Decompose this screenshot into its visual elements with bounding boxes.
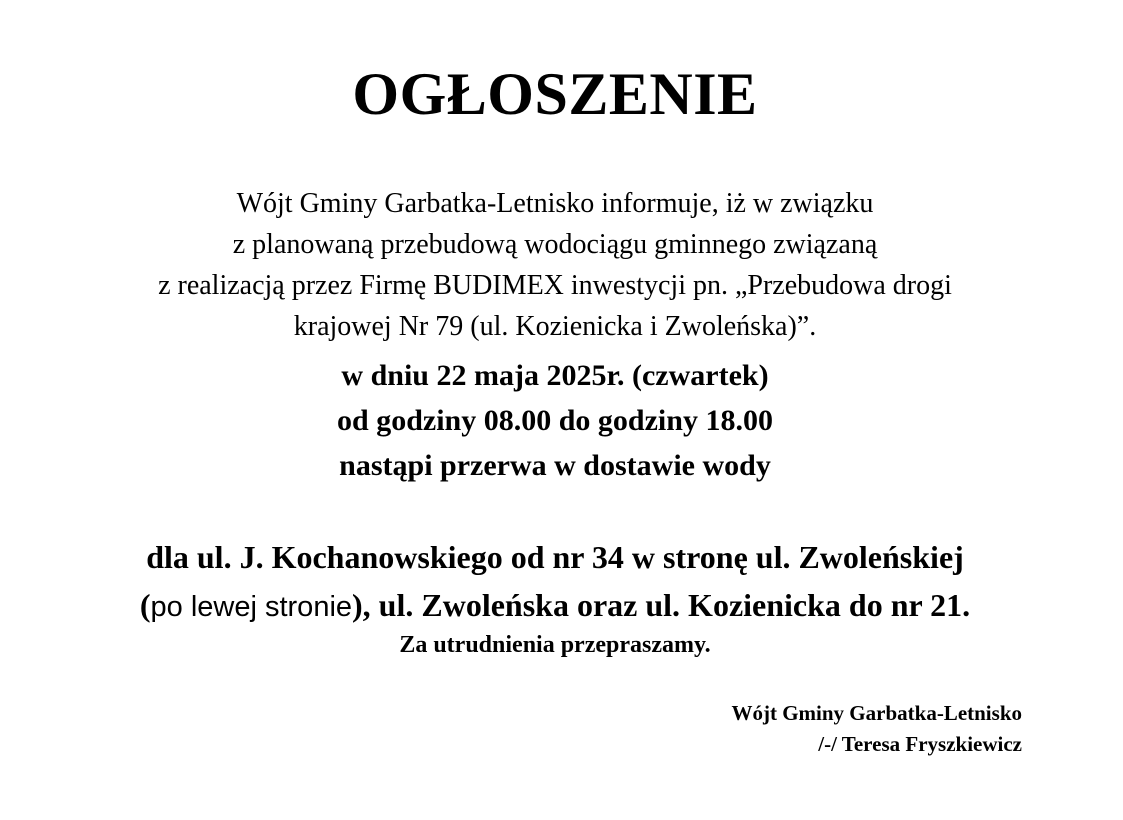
affected-streets xyxy=(0,533,1110,631)
streets-line: dla ul. J. Kochanowskiego od nr 34 w stronę ul. Zwoleńskiej xyxy=(146,539,964,575)
streets-line xyxy=(0,581,1110,631)
outage-hours: od godziny 08.00 do godziny 18.00 xyxy=(337,404,773,437)
intro-line: z realizacją przez Firmę BUDIMEX inwestycji pn. „Przebudowa drogi xyxy=(158,270,952,301)
outage-date: w dniu 22 maja 2025r. (czwartek) xyxy=(341,359,769,392)
intro-paragraph xyxy=(0,183,1110,347)
signature-block xyxy=(731,698,1022,760)
streets-paren-open: ( xyxy=(139,587,151,623)
signature-name: /-/ Teresa Fryszkiewicz xyxy=(818,732,1022,756)
streets-side-note: po lewej stronie xyxy=(150,591,353,623)
outage-statement: nastąpi przerwa w dostawie wody xyxy=(339,449,771,482)
intro-line: krajowej Nr 79 (ul. Kozienicka i Zwoleńska)”. xyxy=(293,311,817,342)
apology-text: Za utrudnienia przepraszamy. xyxy=(399,632,711,658)
intro-line: Wójt Gminy Garbatka-Letnisko informuje, iż w związku xyxy=(236,188,874,219)
announcement-title: OGŁOSZENIE xyxy=(352,61,758,127)
intro-line: z planowaną przebudową wodociągu gminnego związaną xyxy=(232,229,878,260)
outage-details xyxy=(0,353,1110,488)
signature-office: Wójt Gminy Garbatka-Letnisko xyxy=(731,701,1022,725)
streets-line-rest: ), ul. Zwoleńska oraz ul. Kozienicka do nr 21. xyxy=(352,587,971,623)
